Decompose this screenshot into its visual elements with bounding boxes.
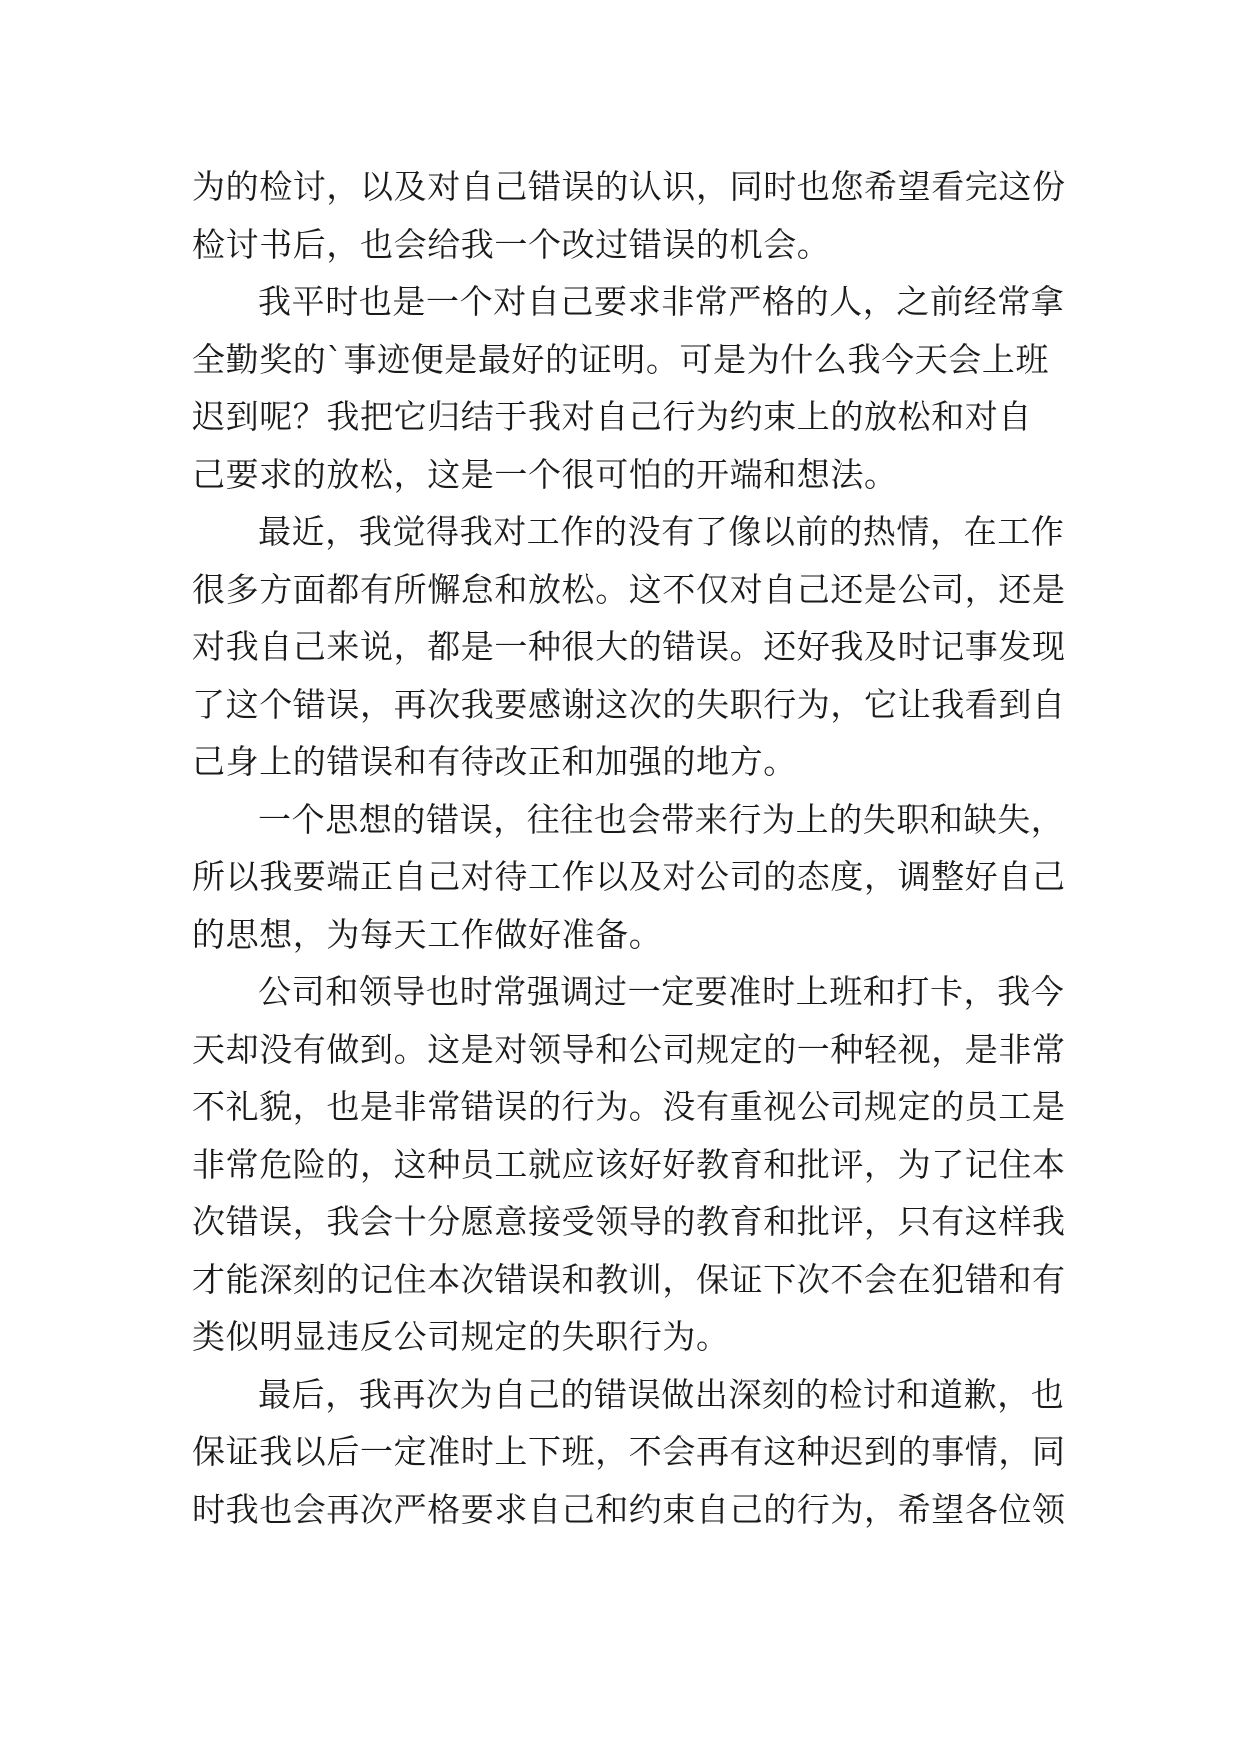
- text-line: 最后，我再次为自己的错误做出深刻的检讨和道歉，也: [258, 1374, 1065, 1414]
- text-line: 迟到呢？我把它归结于我对自己行为约束上的放松和对自: [192, 397, 1032, 436]
- paragraph-4: [192, 791, 1066, 964]
- text-line: 次错误，我会十分愿意接受领导的教育和批评，只有这样我: [192, 1202, 1066, 1241]
- text-line: 全勤奖的`事迹便是最好的证明。可是为什么我今天会上班: [192, 339, 1050, 379]
- paragraph-3: [192, 503, 1066, 791]
- text-line: 了这个错误，再次我要感谢这次的失职行为，它让我看到自: [192, 684, 1066, 724]
- text-line: 最近，我觉得我对工作的没有了像以前的热情，在工作: [258, 512, 1065, 551]
- text-line: 为的检讨，以及对自己错误的认识，同时也您希望看完这份: [192, 167, 1066, 206]
- text-line: 非常危险的，这种员工就应该好好教育和批评，为了记住本: [192, 1144, 1066, 1184]
- text-line: 一个思想的错误，往往也会带来行为上的失职和缺失，: [258, 799, 1065, 839]
- text-line: 检讨书后，也会给我一个改过错误的机会。: [192, 224, 831, 264]
- text-line: 天却没有做到。这是对领导和公司规定的一种轻视，是非常: [192, 1029, 1066, 1069]
- text-line: 类似明显违反公司规定的失职行为。: [192, 1317, 730, 1356]
- paragraph-1: [192, 158, 1066, 273]
- text-line: 公司和领导也时常强调过一定要准时上班和打卡，我今: [258, 972, 1065, 1011]
- text-line: 己身上的错误和有待改正和加强的地方。: [192, 742, 797, 781]
- text-line: 我平时也是一个对自己要求非常严格的人，之前经常拿: [258, 282, 1065, 321]
- paragraph-6: [192, 1366, 1066, 1539]
- text-line: 对我自己来说，都是一种很大的错误。还好我及时记事发现: [192, 627, 1066, 666]
- text-line: 的思想，为每天工作做好准备。: [192, 914, 663, 954]
- text-line: 很多方面都有所懈怠和放松。这不仅对自己还是公司，还是: [192, 569, 1066, 609]
- text-line: 己要求的放松，这是一个很可怕的开端和想法。: [192, 454, 898, 494]
- document-body: [192, 158, 1066, 1538]
- paragraph-5: [192, 963, 1066, 1366]
- text-line: 所以我要端正自己对待工作以及对公司的态度，调整好自己: [192, 857, 1066, 896]
- paragraph-2: [192, 273, 1065, 503]
- text-line: 时我也会再次严格要求自己和约束自己的行为，希望各位领: [192, 1489, 1066, 1529]
- text-line: 保证我以后一定准时上下班，不会再有这种迟到的事情，同: [192, 1432, 1066, 1471]
- text-line: 才能深刻的记住本次错误和教训，保证下次不会在犯错和有: [192, 1259, 1066, 1299]
- text-line: 不礼貌，也是非常错误的行为。没有重视公司规定的员工是: [192, 1087, 1066, 1126]
